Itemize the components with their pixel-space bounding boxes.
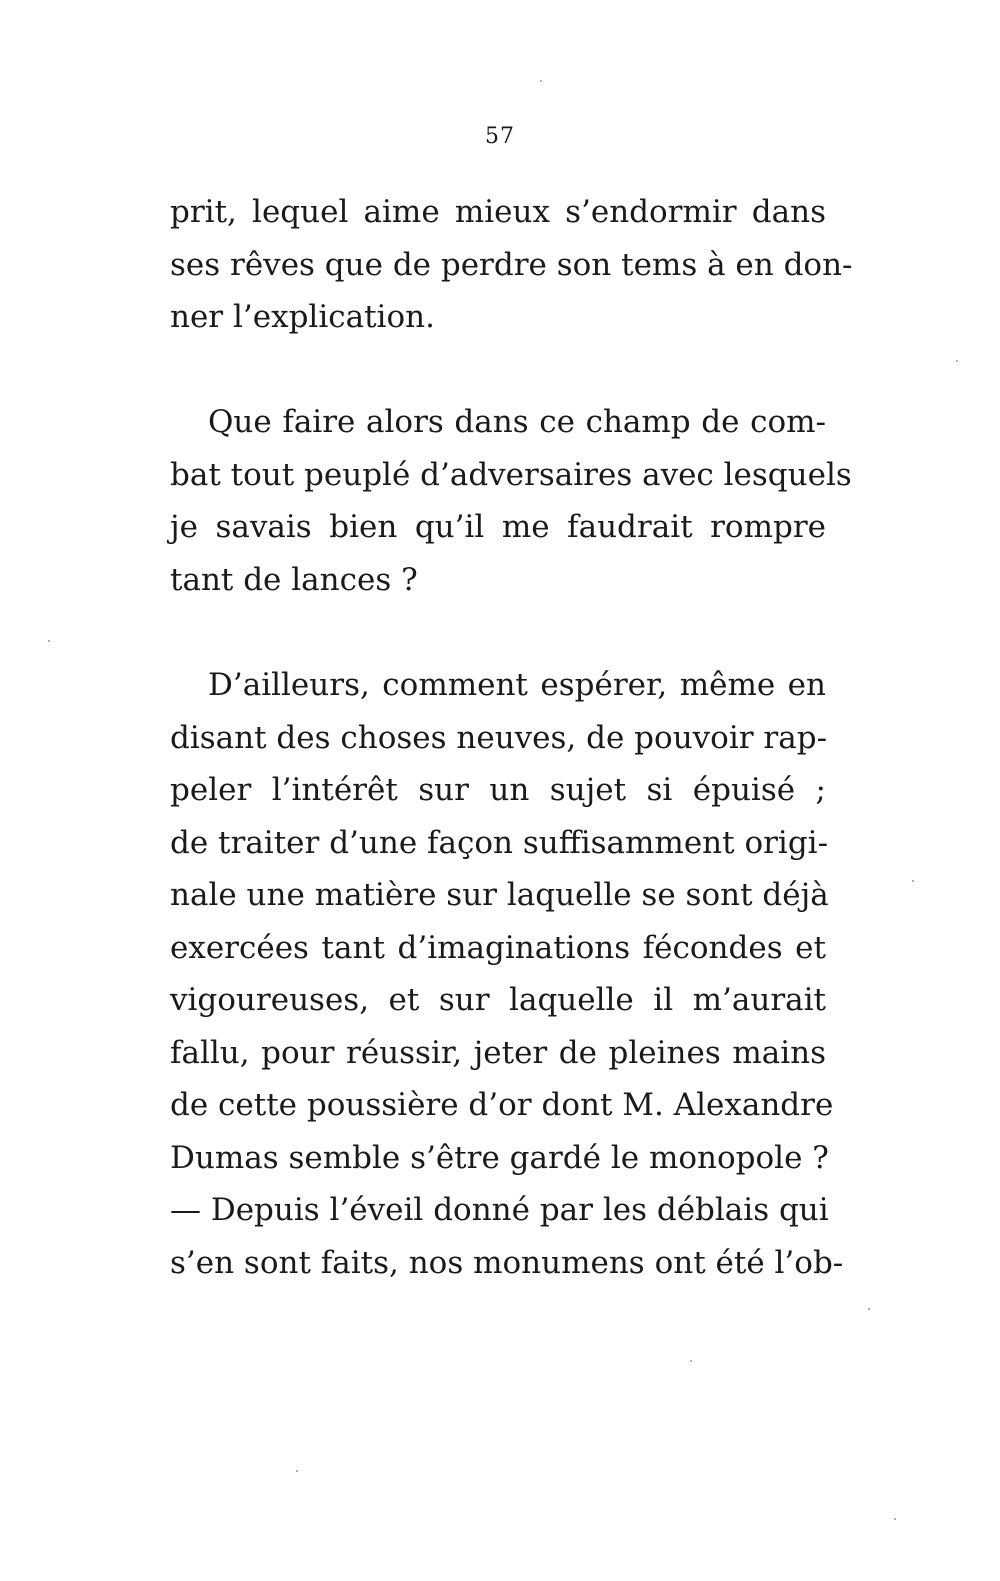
text-line: tant de lances ? <box>170 561 418 598</box>
paper-speck <box>296 1470 298 1472</box>
text-line: disant des choses neuves, de pouvoir rap- <box>170 719 828 756</box>
paragraph-3 <box>170 659 844 1289</box>
text-line: de cette poussière d’or dont M. Alexandre <box>170 1087 834 1123</box>
text-line: s’en sont faits, nos monumens ont été l’ob- <box>170 1244 844 1281</box>
page-number: 57 <box>485 124 515 149</box>
text-line: exercées tant d’imaginations fécondes et <box>170 929 826 966</box>
text-line: vigoureuses, et sur laquelle il m’aurait <box>170 982 826 1018</box>
paragraph-2 <box>170 396 852 606</box>
text-line: fallu, pour réussir, jeter de pleines mains <box>170 1034 826 1071</box>
text-line: je savais bien qu’il me faudrait rompre <box>170 509 826 545</box>
text-line: peler l’intérêt sur un sujet si épuisé ; <box>170 772 826 808</box>
paper-speck <box>912 880 914 882</box>
paper-speck <box>48 640 50 642</box>
paragraph-1 <box>170 186 853 344</box>
text-line: prit, lequel aime mieux s’endormir dans <box>170 194 826 230</box>
text-line: Dumas semble s’être gardé le monopole ? <box>170 1139 829 1176</box>
paper-speck <box>894 1518 896 1520</box>
text-line: ses rêves que de perdre son tems à en don- <box>170 246 853 283</box>
text-line: — Depuis l’éveil donné par les déblais qui <box>170 1192 829 1228</box>
paper-speck <box>540 80 542 82</box>
paper-speck <box>690 1360 692 1362</box>
paper-speck <box>956 360 958 362</box>
text-line: ner l’explication. <box>170 299 435 335</box>
paper-speck <box>868 1308 870 1310</box>
text-line: bat tout peuplé d’adversaires avec lesquels <box>170 456 852 493</box>
text-line: de traiter d’une façon suffisamment origi- <box>170 824 829 861</box>
text-line: Que faire alors dans ce champ de com- <box>208 404 826 440</box>
text-line: nale une matière sur laquelle se sont déjà <box>170 877 829 913</box>
text-line: D’ailleurs, comment espérer, même en <box>208 667 826 703</box>
